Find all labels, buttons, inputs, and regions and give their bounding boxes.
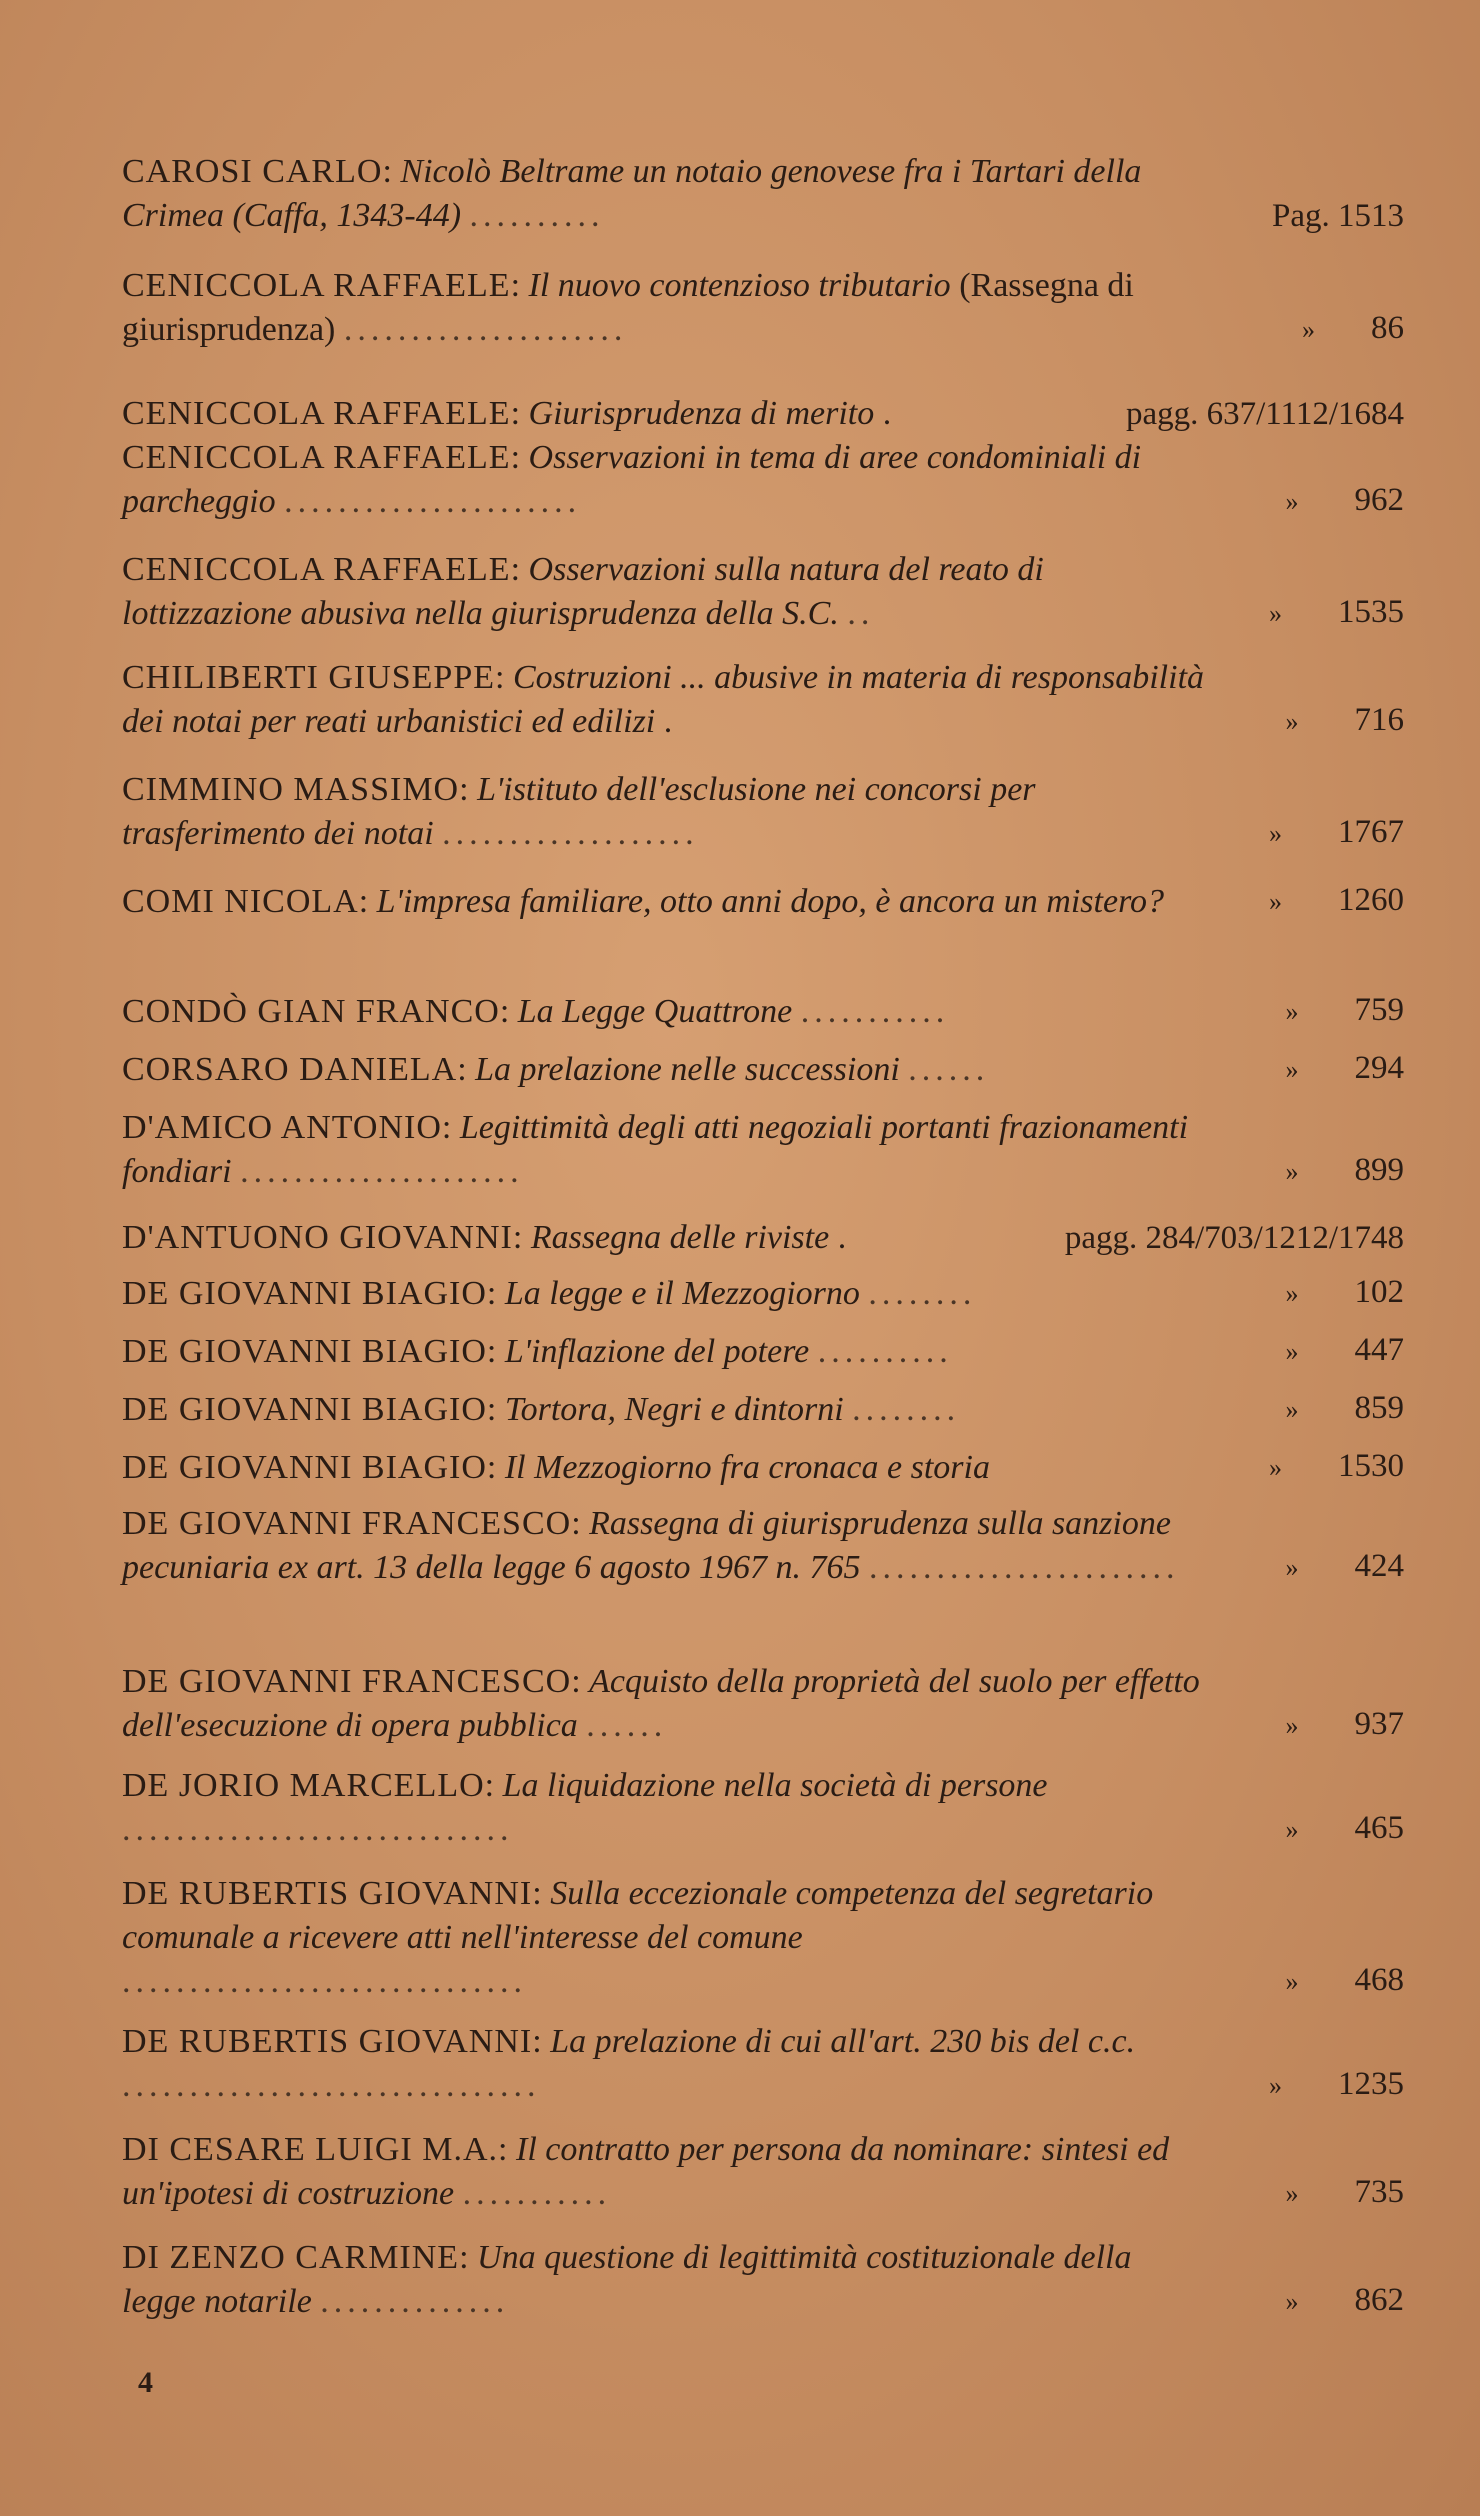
index-entry: DE GIOVANNI FRANCESCO: Rassegna di giurisprudenza sulla sanzione pecuniaria ex art. 13 della legge 6 agosto 1967 n. 765 ....................... » 424: [122, 1502, 1412, 1590]
index-entry: CONDÒ GIAN FRANCO: La Legge Quattrone ........... » 759: [122, 990, 1412, 1034]
author-name: CENICCOLA RAFFAELE: [122, 551, 511, 588]
page-reference: » 735: [1285, 2174, 1404, 2210]
index-entry: DE RUBERTIS GIOVANNI: La prelazione di cui all'art. 230 bis del c.c. ............................... » 1235: [122, 2020, 1412, 2108]
article-title: Acquisto della proprietà del suolo per effetto dell'esecuzione di opera pubblica: [122, 1663, 1200, 1744]
index-entry: COMI NICOLA: L'impresa familiare, otto anni dopo, è ancora un mistero? » 1260: [122, 880, 1412, 924]
article-title: Giurisprudenza di merito: [528, 395, 875, 432]
page-reference: Pag. 1513: [1272, 198, 1404, 234]
author-name: DI ZENZO CARMINE: [122, 2239, 460, 2276]
author-name: CENICCOLA RAFFAELE: [122, 395, 511, 432]
author-name: DE JORIO MARCELLO: [122, 1767, 485, 1804]
page-reference: » 102: [1285, 1274, 1404, 1310]
article-title: Rassegna di giurisprudenza sulla sanzione pecuniaria ex art. 13 della legge 6 agosto 1967 n. 765: [122, 1505, 1171, 1586]
page-reference: » 294: [1285, 1050, 1404, 1086]
article-title: La prelazione di cui all'art. 230 bis del c.c.: [550, 2023, 1136, 2060]
page-reference: » 1767: [1269, 814, 1404, 850]
page-reference: » 447: [1285, 1332, 1404, 1368]
index-entry: DE GIOVANNI BIAGIO: La legge e il Mezzogiorno ........ » 102: [122, 1272, 1412, 1316]
index-entry: CHILIBERTI GIUSEPPE: Costruzioni ... abusive in materia di responsabilità dei notai per reati urbanistici ed edilizi . » 716: [122, 656, 1412, 744]
article-title: Osservazioni in tema di aree condominiali di parcheggio: [122, 439, 1142, 520]
page-reference: » 465: [1285, 1810, 1404, 1846]
index-entry: DE RUBERTIS GIOVANNI: Sulla eccezionale competenza del segretario comunale a ricevere atti nell'interesse del comune .............................. » 468: [122, 1872, 1412, 2004]
index-entry: CENICCOLA RAFFAELE: Osservazioni sulla natura del reato di lottizzazione abusiva nella giurisprudenza della S.C. .. » 1535: [122, 548, 1412, 636]
page-number: 4: [138, 2366, 153, 2399]
index-entry: CENICCOLA RAFFAELE: Osservazioni in tema di aree condominiali di parcheggio ...................... » 962: [122, 436, 1412, 524]
page-reference: » 859: [1285, 1390, 1404, 1426]
page-reference: » 899: [1285, 1152, 1404, 1188]
author-name: COMI NICOLA: [122, 883, 359, 920]
index-entry: CORSARO DANIELA: La prelazione nelle successioni ...... » 294: [122, 1048, 1412, 1092]
article-title: Il nuovo contenzioso tributario: [528, 267, 951, 304]
author-name: CIMMINO MASSIMO: [122, 771, 460, 808]
article-title: La Legge Quattrone: [517, 993, 793, 1030]
index-entry: DI ZENZO CARMINE: Una questione di legittimità costituzionale della legge notarile .............. » 862: [122, 2236, 1412, 2324]
index-entry: CENICCOLA RAFFAELE: Giurisprudenza di merito . pagg. 637/1112/1684: [122, 392, 1412, 436]
index-entry: DI CESARE LUIGI M.A.: Il contratto per persona da nominare: sintesi ed un'ipotesi di costruzione ........... » 735: [122, 2128, 1412, 2216]
article-title: Rassegna delle riviste: [530, 1219, 830, 1256]
article-title: La prelazione nelle successioni: [475, 1051, 900, 1088]
author-name: CORSARO DANIELA: [122, 1051, 458, 1088]
article-title: Tortora, Negri e dintorni: [504, 1391, 844, 1428]
author-name: DE RUBERTIS GIOVANNI: [122, 2023, 533, 2060]
article-title: Nicolò Beltrame un notaio genovese fra i Tartari della Crimea (Caffa, 1343-44): [122, 153, 1142, 234]
page-reference: » 1530: [1269, 1448, 1404, 1484]
index-entry: DE GIOVANNI BIAGIO: Tortora, Negri e dintorni ........ » 859: [122, 1388, 1412, 1432]
index-entry: D'ANTUONO GIOVANNI: Rassegna delle riviste . pagg. 284/703/1212/1748: [122, 1216, 1412, 1260]
author-name: CONDÒ GIAN FRANCO: [122, 993, 500, 1030]
index-entry: D'AMICO ANTONIO: Legittimità degli atti negoziali portanti frazionamenti fondiari ..................... » 899: [122, 1106, 1412, 1194]
page-reference: » 962: [1285, 482, 1404, 518]
article-title: Il Mezzogiorno fra cronaca e storia: [504, 1449, 990, 1486]
page-reference: » 424: [1285, 1548, 1404, 1584]
author-name: DE RUBERTIS GIOVANNI: [122, 1875, 533, 1912]
article-title: La liquidazione nella società di persone: [502, 1767, 1048, 1804]
page-reference: » 1535: [1269, 594, 1404, 630]
author-name: CAROSI CARLO: [122, 153, 383, 190]
page-reference: » 716: [1285, 702, 1404, 738]
author-name: CHILIBERTI GIUSEPPE: [122, 659, 496, 696]
article-title: Legittimità degli atti negoziali portanti frazionamenti fondiari: [122, 1109, 1189, 1190]
author-name: D'AMICO ANTONIO: [122, 1109, 442, 1146]
author-name: DE GIOVANNI FRANCESCO: [122, 1663, 572, 1700]
page-reference: pagg. 637/1112/1684: [1125, 396, 1404, 432]
article-title: La legge e il Mezzogiorno: [504, 1275, 860, 1312]
page-reference: » 86: [1302, 310, 1404, 346]
author-name: DE GIOVANNI FRANCESCO: [122, 1505, 572, 1542]
article-title: Sulla eccezionale competenza del segretario comunale a ricevere atti nell'interesse del comune: [122, 1875, 1154, 1956]
article-title: Il contratto per persona da nominare: sintesi ed un'ipotesi di costruzione: [122, 2131, 1170, 2212]
author-name: DE GIOVANNI BIAGIO: [122, 1449, 487, 1486]
index-entry: DE GIOVANNI BIAGIO: Il Mezzogiorno fra cronaca e storia » 1530: [122, 1446, 1412, 1490]
author-name: CENICCOLA RAFFAELE: [122, 267, 511, 304]
index-entry: DE GIOVANNI BIAGIO: L'inflazione del potere .......... » 447: [122, 1330, 1412, 1374]
article-title: Osservazioni sulla natura del reato di lottizzazione abusiva nella giurisprudenza della S.C.: [122, 551, 1044, 632]
author-name: DE GIOVANNI BIAGIO: [122, 1391, 487, 1428]
page-reference: » 1235: [1269, 2066, 1404, 2102]
index-entry: CAROSI CARLO: Nicolò Beltrame un notaio genovese fra i Tartari della Crimea (Caffa, 1343-44) .......... Pag. 1513: [122, 150, 1412, 238]
page-reference: » 937: [1285, 1706, 1404, 1742]
article-title: Costruzioni ... abusive in materia di responsabilità dei notai per reati urbanistici ed edilizi: [122, 659, 1205, 740]
index-entry: DE JORIO MARCELLO: La liquidazione nella società di persone ............................. » 465: [122, 1764, 1412, 1852]
author-name: DE GIOVANNI BIAGIO: [122, 1275, 487, 1312]
page-reference: » 862: [1285, 2282, 1404, 2318]
author-name: DE GIOVANNI BIAGIO: [122, 1333, 487, 1370]
index-entry: CENICCOLA RAFFAELE: Il nuovo contenzioso tributario (Rassegna di giurisprudenza) ..................... » 86: [122, 264, 1412, 352]
author-name: DI CESARE LUIGI M.A.: [122, 2131, 499, 2168]
page-reference: » 1260: [1269, 882, 1404, 918]
article-title: L'impresa familiare, otto anni dopo, è ancora un mistero?: [376, 883, 1165, 920]
page-reference: » 759: [1285, 992, 1404, 1028]
index-entry: CIMMINO MASSIMO: L'istituto dell'esclusione nei concorsi per trasferimento dei notai ................... » 1767: [122, 768, 1412, 856]
author-name: D'ANTUONO GIOVANNI: [122, 1219, 513, 1256]
article-title: L'inflazione del potere: [504, 1333, 810, 1370]
page-reference: » 468: [1285, 1962, 1404, 1998]
article-title: Una questione di legittimità costituzionale della legge notarile: [122, 2239, 1132, 2320]
article-note: (Rassegna di giurisprudenza): [122, 267, 1134, 348]
article-title: L'istituto dell'esclusione nei concorsi per trasferimento dei notai: [122, 771, 1036, 852]
index-entry: DE GIOVANNI FRANCESCO: Acquisto della proprietà del suolo per effetto dell'esecuzione di opera pubblica ...... » 937: [122, 1660, 1412, 1748]
page-reference: pagg. 284/703/1212/1748: [1064, 1220, 1404, 1256]
author-name: CENICCOLA RAFFAELE: [122, 439, 511, 476]
